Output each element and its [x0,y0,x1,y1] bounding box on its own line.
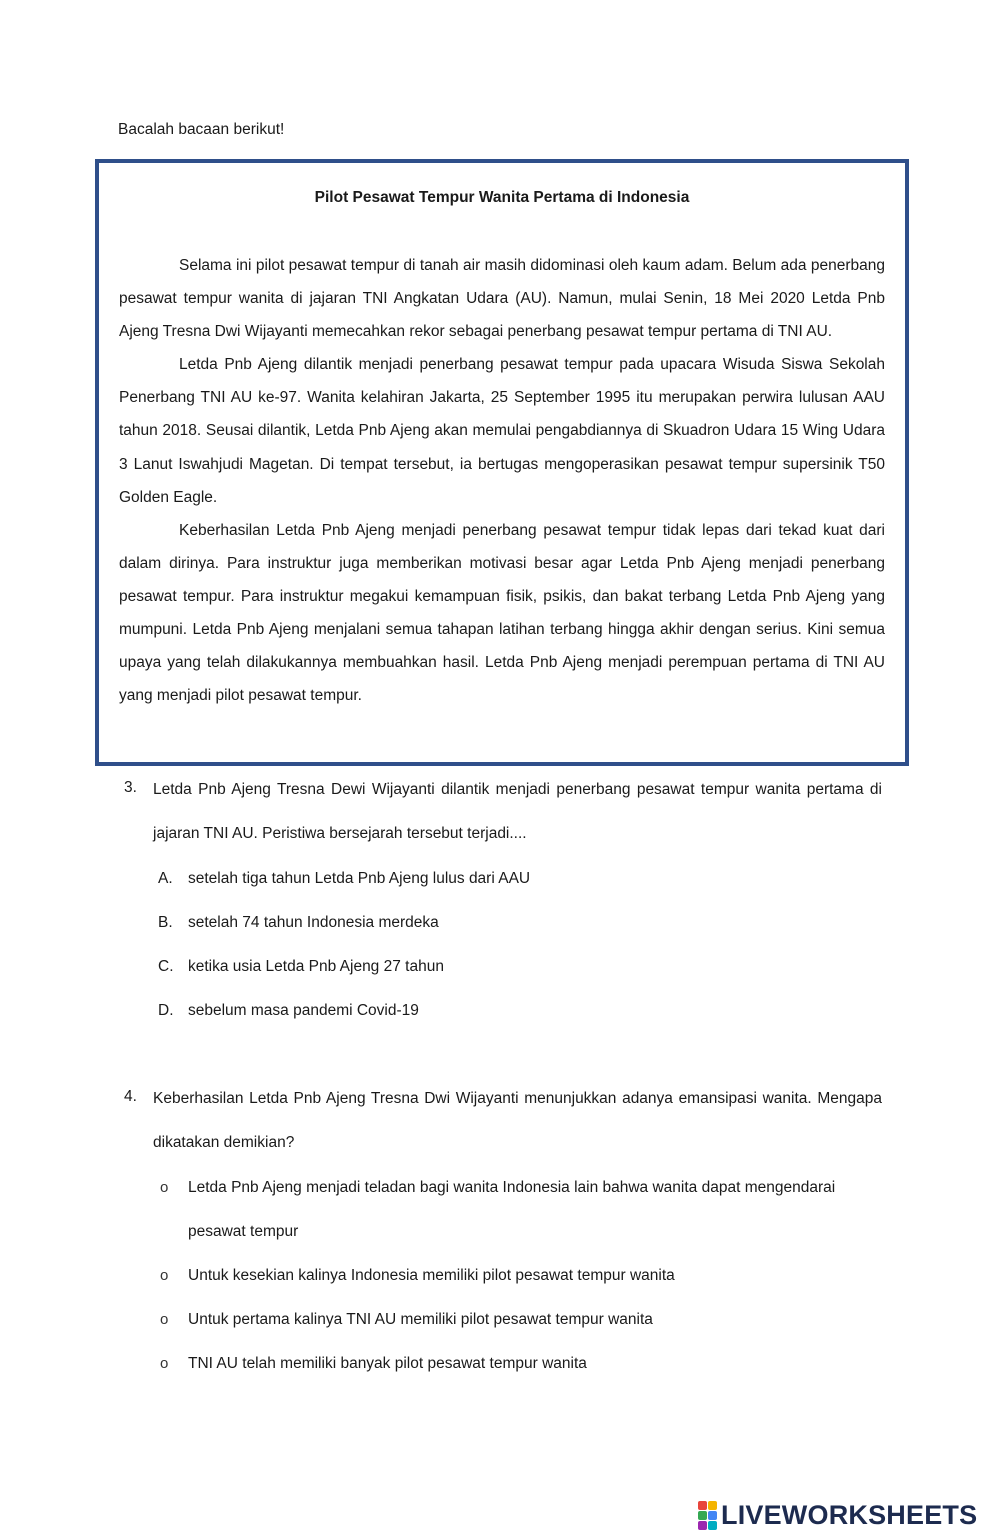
q4-option-2-text: Untuk kesekian kalinya Indonesia memiliki pilot pesawat tempur wanita [188,1267,675,1284]
question-4 [118,1088,882,1176]
q3-option-d[interactable] [158,989,882,1033]
radio-circle-icon[interactable]: o [160,1267,169,1284]
q4-option-1-text: Letda Pnb Ajeng menjadi teladan bagi wanita Indonesia lain bahwa wanita dapat mengendarai pesawat tempur [188,1179,836,1240]
q3-option-b-key: B. [158,914,173,931]
radio-circle-icon[interactable]: o [160,1179,169,1196]
q3-option-c[interactable] [158,945,882,989]
passage-body [119,249,885,712]
passage-paragraph-2: Letda Pnb Ajeng dilantik menjadi penerbang pesawat tempur pada upacara Wisuda Siswa Sekolah Penerbang TNI AU ke-97. Wanita kelahiran Jakarta, 25 September 1995 itu merupakan perwira lulusan AAU tahun 2018. Seusai dilantik, Letda Pnb Ajeng akan memulai pengabdiannya di Skuadron Udara 15 Wing Udara 3 Lanut Iswahjudi Magetan. Di tempat tersebut, ia bertugas mengoperasikan pesawat tempur supersinik T50 Golden Eagle. [119,356,885,506]
q3-option-a[interactable] [158,857,882,901]
question-3 [118,779,882,867]
q3-option-d-key: D. [158,1002,174,1019]
radio-circle-icon[interactable]: o [160,1311,169,1328]
q4-option-3[interactable] [158,1298,882,1342]
q3-option-b[interactable] [158,901,882,945]
liveworksheets-logo-text: LIVEWORKSHEETS [721,1500,978,1530]
q4-option-2[interactable] [158,1254,882,1298]
passage-paragraph-3: Keberhasilan Letda Pnb Ajeng menjadi penerbang pesawat tempur tidak lepas dari tekad kuat dari dalam dirinya. Para instruktur juga memberikan motivasi besar agar Letda Pnb Ajeng menjadi penerbang pesawat tempur. Para instruktur megakui kemampuan fisik, psikis, dan bakat terbang Letda Pnb Ajeng yang mumpuni. Letda Pnb Ajeng menjalani semua tahapan latihan terbang hingga akhir dengan serius. Kini semua upaya yang telah dilakukannya membuahkan hasil. Letda Pnb Ajeng menjadi perempuan pertama di TNI AU yang menjadi pilot pesawat tempur. [119,521,885,705]
passage-paragraph-1: Selama ini pilot pesawat tempur di tanah air masih didominasi oleh kaum adam. Belum ada penerbang pesawat tempur wanita di jajaran TNI Angkatan Udara (AU). Namun, mulai Senin, 18 Mei 2020 Letda Pnb Ajeng Tresna Dwi Wijayanti memecahkan rekor sebagai penerbang pesawat tempur pertama di TNI AU. [119,257,885,341]
q4-option-4[interactable] [158,1342,882,1386]
q4-option-1[interactable] [158,1166,882,1254]
reading-passage-box [95,159,909,766]
question-3-text: Letda Pnb Ajeng Tresna Dewi Wijayanti dilantik menjadi penerbang pesawat tempur wanita pertama di jajaran TNI AU. Peristiwa bersejarah tersebut terjadi.... [153,781,882,842]
q4-option-3-text: Untuk pertama kalinya TNI AU memiliki pilot pesawat tempur wanita [188,1311,653,1328]
q3-option-c-key: C. [158,958,174,975]
q3-option-c-text: ketika usia Letda Pnb Ajeng 27 tahun [188,958,444,975]
instruction-text: Bacalah bacaan berikut! [118,121,285,138]
q3-option-a-key: A. [158,870,173,887]
question-4-number: 4. [124,1088,137,1105]
q4-option-4-text: TNI AU telah memiliki banyak pilot pesawat tempur wanita [188,1355,587,1372]
liveworksheets-logo-icon [698,1501,717,1530]
radio-circle-icon[interactable]: o [160,1355,169,1372]
passage-title: Pilot Pesawat Tempur Wanita Pertama di Indonesia [314,189,690,206]
q3-option-a-text: setelah tiga tahun Letda Pnb Ajeng lulus dari AAU [188,870,531,887]
question-3-number: 3. [124,779,137,796]
q3-option-d-text: sebelum masa pandemi Covid-19 [188,1002,419,1019]
question-4-text: Keberhasilan Letda Pnb Ajeng Tresna Dwi Wijayanti menunjukkan adanya emansipasi wanita. Mengapa dikatakan demikian? [153,1090,882,1151]
q3-option-b-text: setelah 74 tahun Indonesia merdeka [188,914,439,931]
liveworksheets-logo [698,1500,977,1530]
